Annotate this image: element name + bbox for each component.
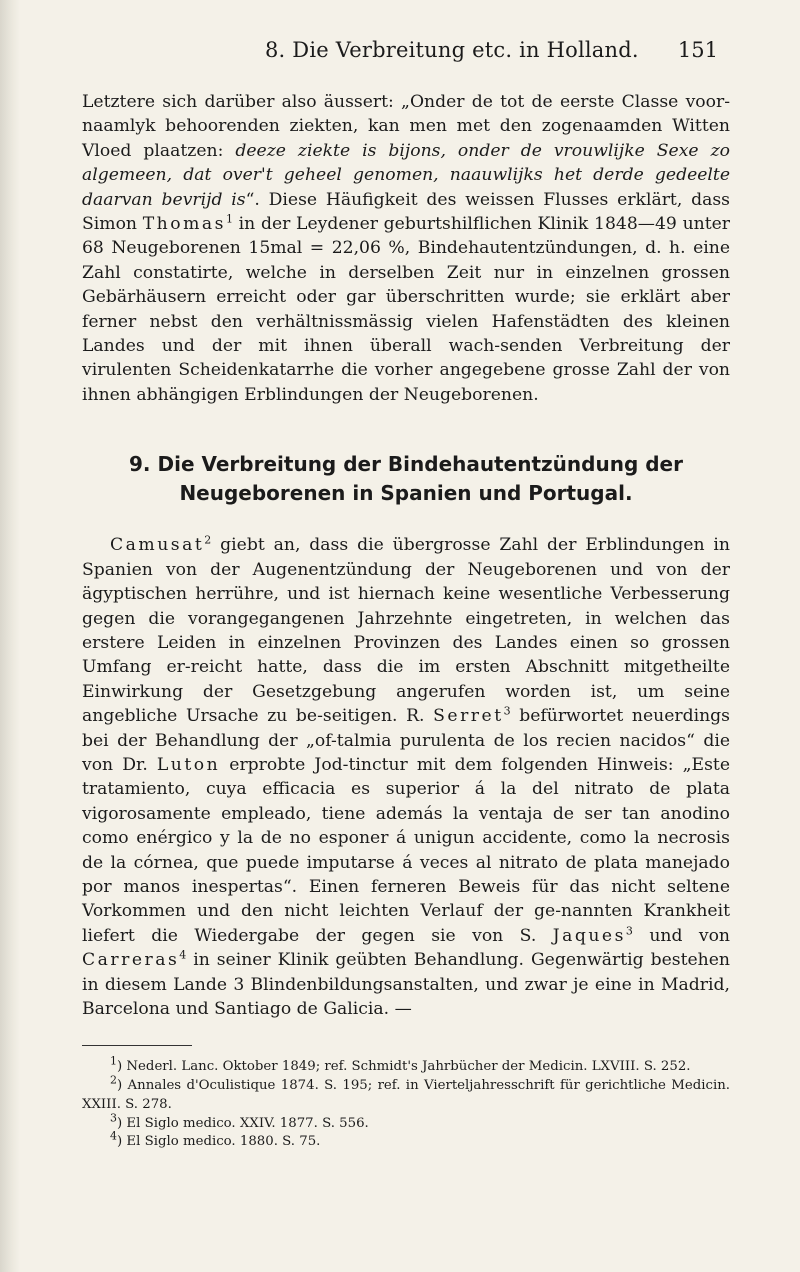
footnote: $^4$) El Siglo medico. 1880. S. 75. [110, 1129, 321, 1150]
footnote-text: Annales d'Oculistique 1874. S. 195; ref. in Vierteljahresschrift für gerichtliche Medicin. XXIII. S. 278. [82, 1078, 730, 1112]
footnote-ref: 3 [625, 924, 633, 938]
text-run: in seiner Klinik geübten Behandlung. Gegenwärtig bestehen in diesem Lande 3 Blindenbildungsanstalten, und zwar je eine in Madrid, Barcelona und Santiago de Galicia. — [82, 950, 730, 1019]
page-header [95, 38, 718, 68]
page-number: 151 [677, 38, 718, 62]
footnote-text: El Siglo medico. 1880. S. 75. [126, 1134, 321, 1150]
text-run: Letztere sich darüber also äussert: „Onder de tot de eerste Classe voor-naamlyk behoorenden ziekten, kan men met den zogenaamden Witten Vloed plaatzen: [82, 92, 730, 161]
text-run: giebt an, dass die übergrosse Zahl der Erblindungen in Spanien von der Augenentzündung der Neugeborenen und von der ägyptischen herrühre, und ist hiernach keine wesentliche Verbesserung gegen die vorangegangenen Jahrzehnte eingetreten, in welchen das erstere Leiden in einzelnen Provinzen des Landes einen so grossen Umfang er-reicht hatte, dass die im ersten Abschnitt mitgetheilte Einwirkung der Gesetzgebung angerufen worden ist, um seine angebliche Ursache zu be-seitigen. R. [82, 535, 730, 727]
dutch-quote-italic: deeze ziekte is bijons, onder de vrouwlijke Sexe zo algemeen, dat over't geheel genomen, naauwlijks het derde gedeelte daarvan bevrijd is [82, 140, 730, 210]
author-name: Serret [433, 706, 504, 727]
author-name: Camusat [110, 535, 205, 556]
footnote-ref: 1 [225, 212, 233, 226]
footnote-divider [82, 1045, 192, 1046]
footnote-text: Nederl. Lanc. Oktober 1849; ref. Schmidt's Jahrbücher der Medicin. LXVIII. S. 252. [126, 1059, 691, 1075]
author-name: Carreras [82, 950, 180, 971]
text-run: erprobte Jod-tinctur mit dem folgenden Hinweis: „Este tratamiento, cuya efficacia es superior á la del nitrato de plata vigorosamente empleado, tiene además la ventaja de ser tan anodino como enérgico y la de no esponer á unigun accidente, como la necrosis de la córnea, que puede imputarse á veces al nitrato de plata manejado por manos inespertas“. Einen ferneren Beweis für das nicht seltene Vorkommen und den nicht leichten Verlauf der ge-nannten Krankheit liefert die Wiedergabe der gegen sie von S. [82, 754, 730, 946]
author-name: Thomas [142, 214, 226, 235]
section-heading: 9. Die Verbreitung der Bindehautentzündung der Neugeborenen in Spanien und Portugal. [129, 452, 683, 506]
footnote-mark: 4 [110, 1129, 117, 1143]
footnote: $^2$) Annales d'Oculistique 1874. S. 195; ref. in Vierteljahresschrift für gerichtliche Medicin. XXIII. S. 278. [82, 1073, 730, 1112]
footnote-ref: 3 [503, 704, 511, 718]
footnotes [82, 1054, 730, 1152]
footnote-text: El Siglo medico. XXIV. 1877. S. 556. [126, 1115, 369, 1131]
text-run: “. Diese Häufigkeit des weissen Flusses erklärt, dass Simon [82, 189, 730, 235]
main-text [82, 90, 730, 1152]
author-name: Luton [156, 754, 221, 775]
author-name: Jaques [552, 925, 626, 946]
footnote-mark: 2 [110, 1073, 117, 1087]
text-run: und von [632, 925, 731, 946]
text-run: in der Leydener geburtshilflichen Klinik 1848—49 unter 68 Neugeborenen 15mal = 22,06 %, Bindehautentzündungen, d. h. eine Zahl constatirte, welche in derselben Zeit nur in einzelnen grossen Gebärhäusern erreicht oder gar überschritten wurde; sie erklärt aber ferner nebst den verhältnissmässig vielen Hafenstädten des kleinen Landes und der mit ihnen überall wach-senden Verbreitung der virulenten Scheidenkatarrhe die vorher angegebene grosse Zahl der von ihnen abhängigen Erblindungen der Neugeborenen. [82, 214, 730, 405]
footnote: $^3$) El Siglo medico. XXIV. 1877. S. 556. [110, 1111, 369, 1131]
footnote-mark: 1 [110, 1054, 117, 1068]
text-run: befürwortet neuerdings bei der Behandlung der „of-talmia purulenta de los recien nacidos“ die von Dr. [82, 706, 730, 775]
running-head: 8. Die Verbreitung etc. in Holland. [265, 38, 639, 62]
paragraph-spain [82, 533, 730, 1021]
page-edge-shadow [0, 0, 20, 1272]
footnote-ref: 4 [179, 948, 187, 962]
footnote-ref: 2 [204, 533, 212, 547]
footnote: $^1$) Nederl. Lanc. Oktober 1849; ref. Schmidt's Jahrbücher der Medicin. LXVIII. S. 252. [110, 1054, 691, 1075]
paragraph-holland [82, 90, 730, 407]
footnote-mark: 3 [110, 1111, 117, 1125]
